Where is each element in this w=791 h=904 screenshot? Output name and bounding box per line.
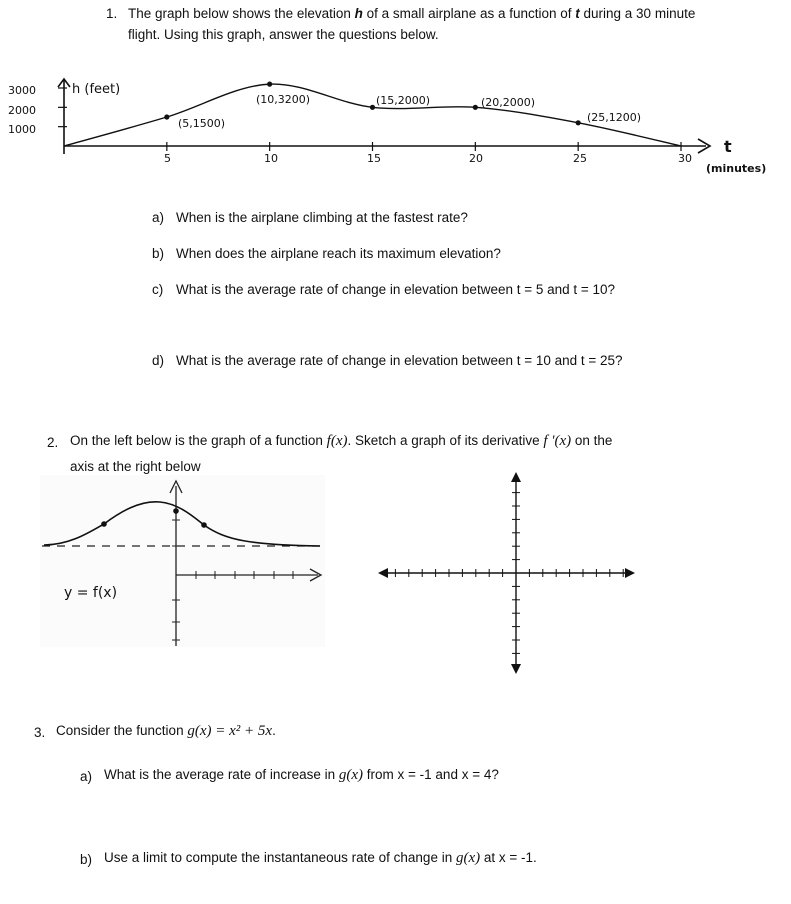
q2-fpx: f '(x) xyxy=(543,433,572,449)
q1b-letter: b) xyxy=(152,246,165,261)
x-tick-label: 20 xyxy=(469,152,483,165)
q3-intro-a: Consider the function xyxy=(56,723,188,738)
fpx-y-axis-top-arrow xyxy=(511,472,521,482)
q1b-text: When does the airplane reach its maximum elevation? xyxy=(176,246,501,261)
q3-intro-b: . xyxy=(272,723,276,738)
q2-text-c: on the xyxy=(571,433,613,448)
q1c-letter: c) xyxy=(152,282,164,297)
x-tick-label: 10 xyxy=(264,152,278,165)
x-tick-label: 15 xyxy=(367,152,381,165)
q3a-text xyxy=(104,767,499,784)
q1-h-var: h xyxy=(354,6,363,21)
fx-point xyxy=(173,508,179,514)
point-label: (25,1200) xyxy=(587,111,642,124)
y-axis-label: h (feet) xyxy=(72,82,121,97)
q2-number: 2. xyxy=(47,435,59,450)
fpx-x-axis-left-arrow xyxy=(378,568,388,578)
q3a-gx: g(x) xyxy=(338,767,364,783)
x-axis-unit: (minutes) xyxy=(706,162,767,175)
q2-text-line2: axis at the right below xyxy=(70,459,201,474)
y-tick-label: 3000 xyxy=(8,84,36,97)
q1-text-b: of a small airplane as a function of xyxy=(362,6,576,21)
q1-text-line2: flight. Using this graph, answer the questions below. xyxy=(128,27,439,42)
x-tick-label: 30 xyxy=(678,152,692,165)
q1-text-c: during a 30 minute xyxy=(579,6,696,21)
q2-text-b: . Sketch a graph of its derivative xyxy=(347,433,544,448)
fx-graph-label: y = f(x) xyxy=(64,585,118,601)
x-tick-label: 5 xyxy=(164,152,171,165)
q1c-text: What is the average rate of change in elevation between t = 5 and t = 10? xyxy=(176,282,616,297)
fx-graph-background xyxy=(40,475,325,647)
q3-function: g(x) = x² + 5x xyxy=(187,723,273,739)
x-tick-label: 25 xyxy=(573,152,587,165)
point-label: (10,3200) xyxy=(256,93,311,106)
q3a-text-1: What is the average rate of increase in xyxy=(104,767,339,782)
q3b-text-2: at x = -1. xyxy=(480,850,537,865)
x-axis-var: t xyxy=(724,137,732,156)
q2-text-a: On the left below is the graph of a function xyxy=(70,433,327,448)
q3b-text xyxy=(104,850,537,867)
y-tick-label: 1000 xyxy=(8,123,36,136)
q1d-letter: d) xyxy=(152,353,165,368)
q3-intro xyxy=(56,723,276,740)
q3b-letter: b) xyxy=(80,852,93,867)
q1-number: 1. xyxy=(106,6,118,21)
q3-number: 3. xyxy=(34,725,46,740)
q1d-text: What is the average rate of change in elevation between t = 10 and t = 25? xyxy=(176,353,623,368)
q1-t-var: t xyxy=(575,6,580,21)
point-label: (5,1500) xyxy=(178,117,226,130)
q3a-text-2: from x = -1 and x = 4? xyxy=(363,767,499,782)
point-label: (20,2000) xyxy=(481,96,536,109)
fpx-x-axis-right-arrow xyxy=(625,568,635,578)
point-label: (15,2000) xyxy=(376,94,431,107)
q1a-text: When is the airplane climbing at the fastest rate? xyxy=(176,210,468,225)
fpx-y-axis-bottom-arrow xyxy=(511,664,521,674)
q3b-gx: g(x) xyxy=(455,850,481,866)
fx-point xyxy=(201,522,207,528)
y-tick-label: 2000 xyxy=(8,104,36,117)
q1-text-a: The graph below shows the elevation xyxy=(128,6,355,21)
q2-fx: f(x) xyxy=(326,433,348,449)
q3a-letter: a) xyxy=(80,769,93,784)
q1a-letter: a) xyxy=(152,210,165,225)
fx-point xyxy=(101,521,107,527)
q3b-text-1: Use a limit to compute the instantaneous rate of change in xyxy=(104,850,456,865)
